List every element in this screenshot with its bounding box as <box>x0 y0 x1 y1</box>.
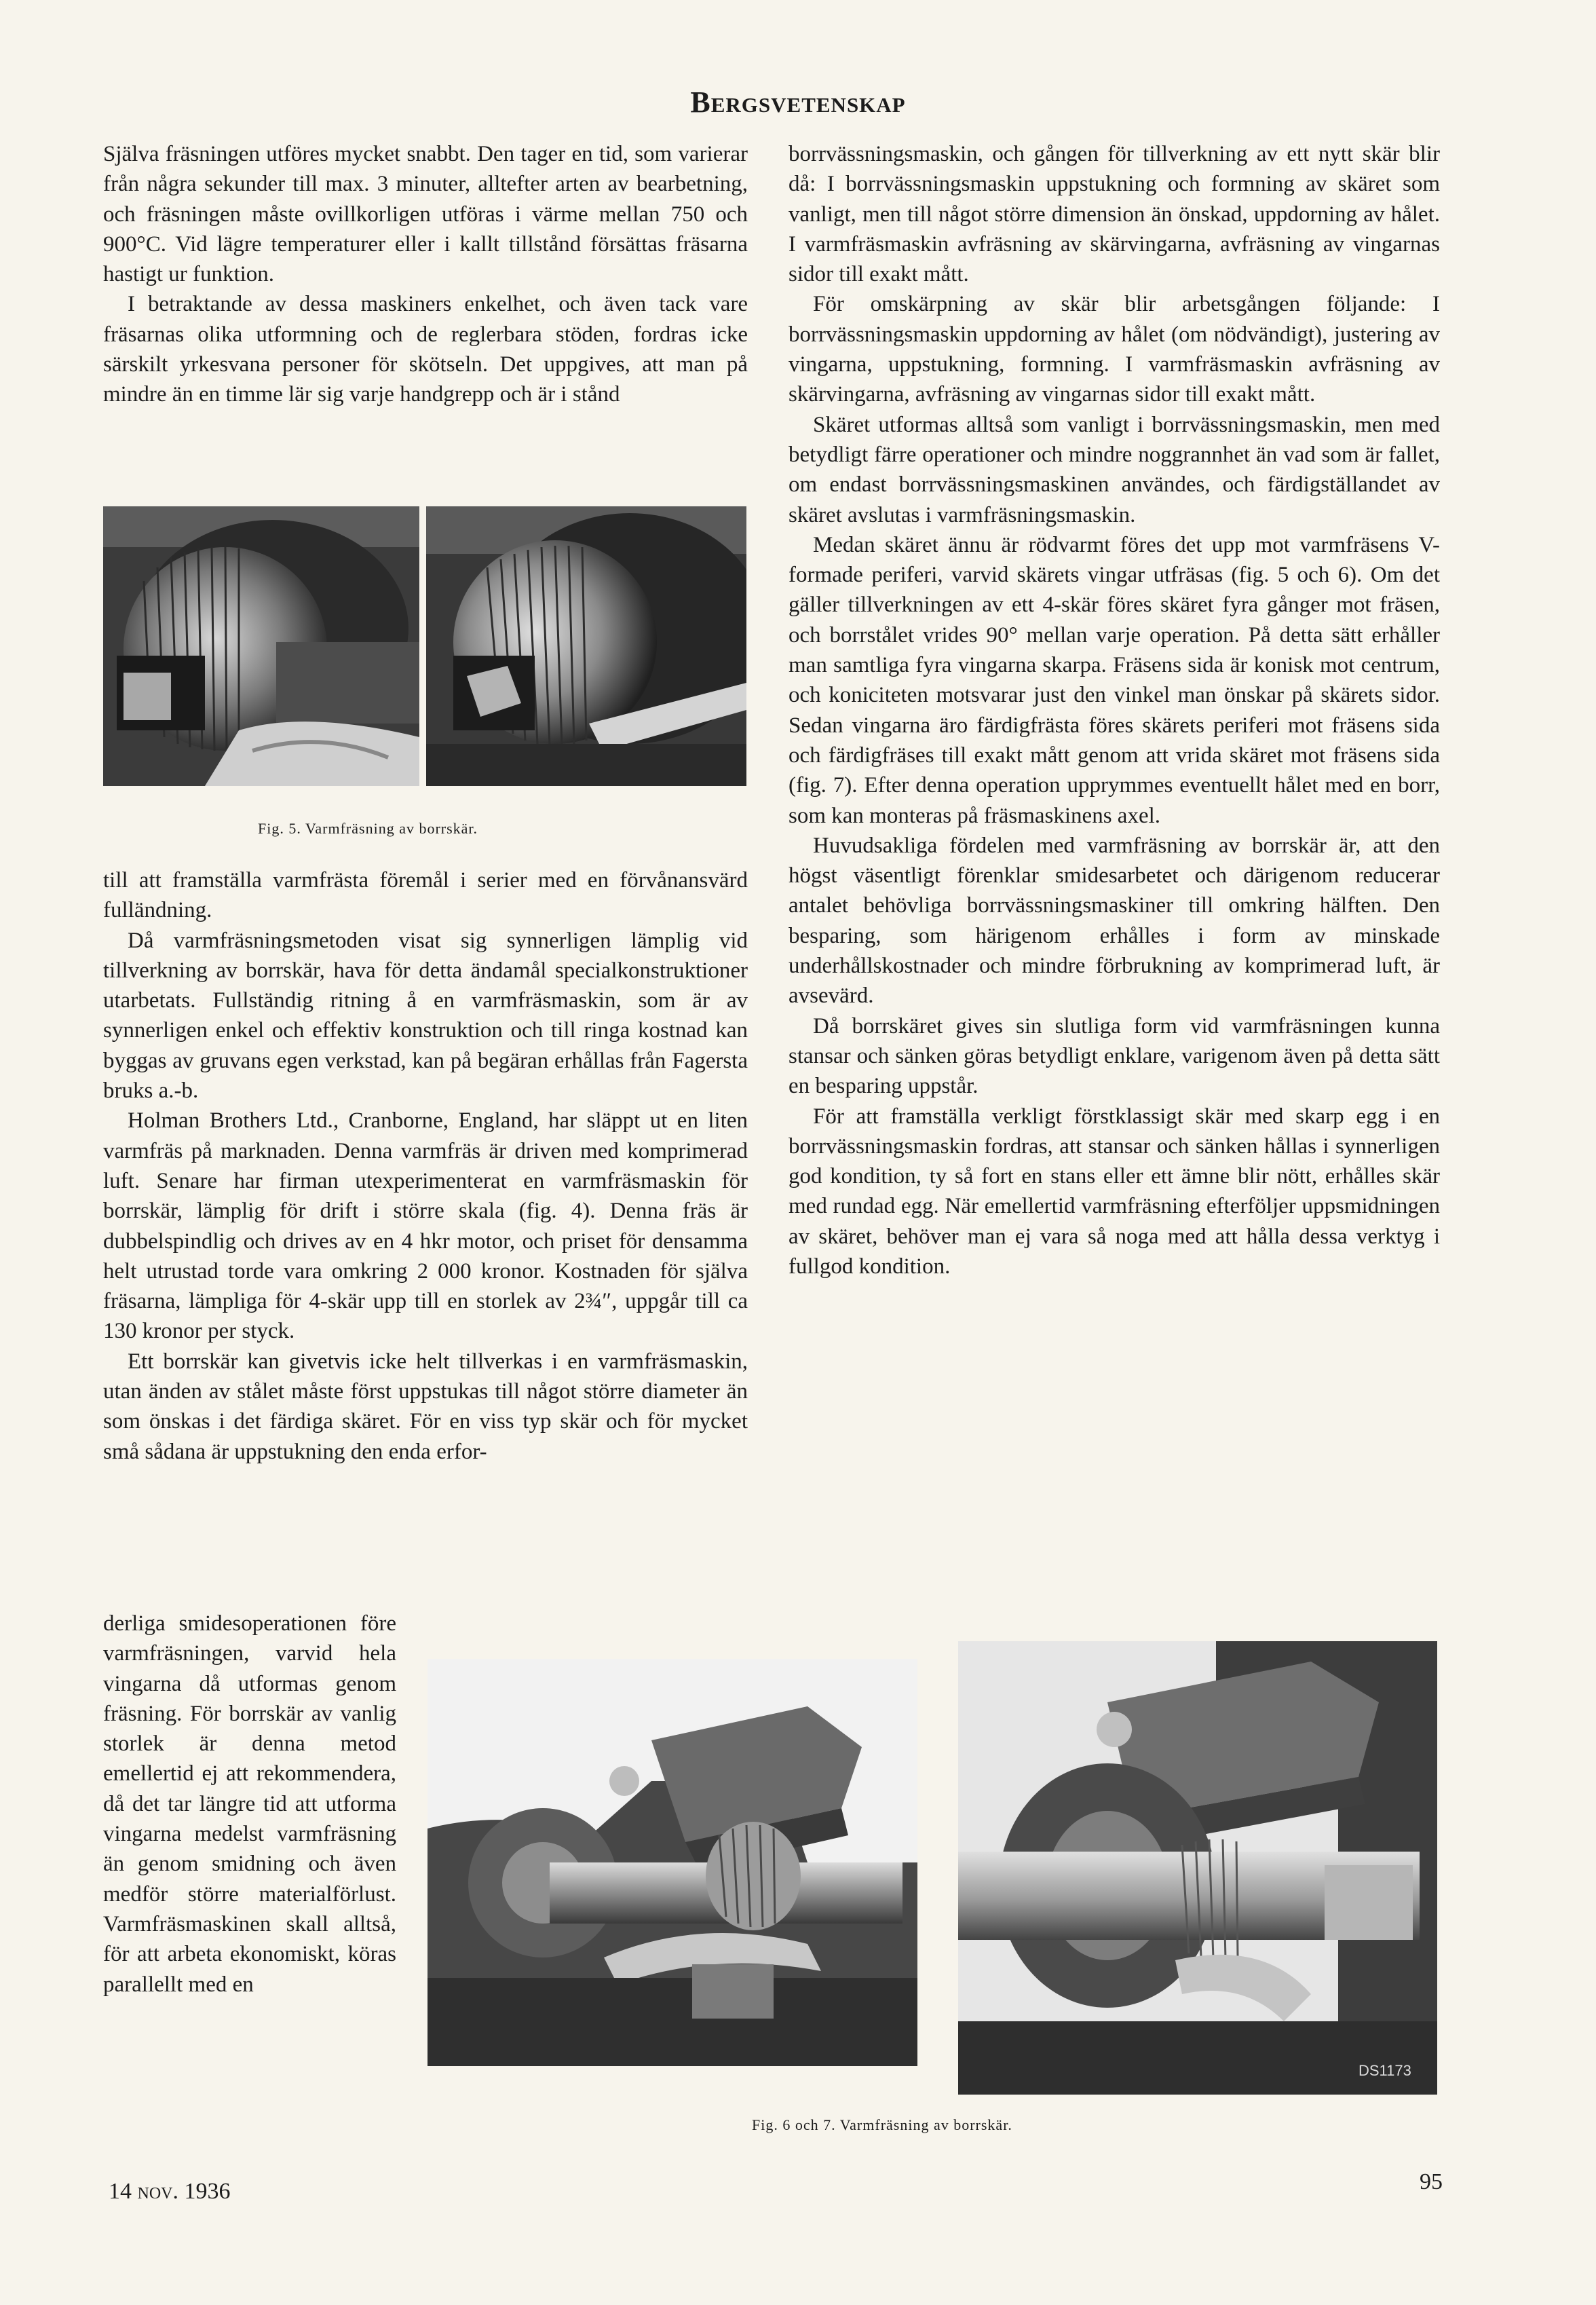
paragraph: Själva fräsningen utföres mycket snabbt. Den tager en tid, som varierar från några sekunder till max. 3 minuter, alltefter arten av bearbetning, och fräsningen måste ovillkorligen utföras i värme mellan 750 och 900°C. Vid lägre temperaturer eller i kallt tillstånd försättas fräsarna hastigt ur funktion. <box>103 142 748 287</box>
paragraph: Skäret utformas alltså som vanligt i borrvässningsmaskin, men med betydligt färre operationer och mindre noggrannhet än vad som är fallet, om endast borrvässningsmaskinen användes, och färdigställandet av skäret avslutas i varmfräsningsmaskin. <box>788 412 1440 527</box>
left-column-top-text <box>103 139 748 410</box>
paragraph: Ett borrskär kan givetvis icke helt tillverkas i en varmfräsmaskin, utan änden av stålet måste först uppstukas till något större diameter än som önskas i det färdiga skäret. För en viss typ skär och för mycket små sådana är uppstukning den enda erfor- <box>103 1349 748 1464</box>
fig7-photo-mark: DS1173 <box>1358 2062 1411 2079</box>
fig7-photo <box>958 1641 1437 2095</box>
fig5-photo-left <box>103 506 419 786</box>
running-head-title: Bergsvetenskap <box>690 86 906 119</box>
paragraph: I betraktande av dessa maskiners enkelhet, och även tack vare fräsarnas olika utformning och de reglerbara stöden, fordras icke särskilt yrkesvana personer för skötseln. Det uppgives, att man på mindre än en timme lär sig varje handgrepp och är i stånd <box>103 292 748 407</box>
paragraph: Medan skäret ännu är rödvarmt föres det upp mot varmfräsens V-formade periferi, varvid skärets vingar utfräsas (fig. 5 och 6). Om det gäller tillverkningen av ett 4-skär föres skäret fyra gånger mot fräsen, och borrstålet vrides 90° mellan varje operation. På detta sätt erhåller man samtliga fyra vingarna skarpa. Fräsens sida är konisk mot centrum, och koniciteten motsvarar just den vinkel man önskar på skärets sidor. Sedan vingarna äro färdigfrästa föres skärets periferi mot fräsens sida och färdigfräses till exakt mått genom att vrida skäret mot fräsens sida (fig. 7). Efter denna operation upprymmes eventuellt hålet med en borr, som kan monteras på fräsmaskinens axel. <box>788 532 1440 828</box>
fig5-photo-right <box>426 506 746 786</box>
page-number: 95 <box>1420 2169 1443 2194</box>
fig6-photo <box>428 1659 917 2066</box>
left-column-middle-text <box>103 865 748 1467</box>
left-column-narrow-text <box>103 1609 396 2000</box>
paragraph: För omskärpning av skär blir arbetsgången följande: I borrvässningsmaskin uppdorning av hålet (om nödvändigt), justering av vingarna, uppstukning, formning. I varmfräsmaskin avfräsning av skärvingarna, avfräsning av vingarnas sidor till exakt mått. <box>788 292 1440 407</box>
paragraph: Då varmfräsningsmetoden visat sig synnerligen lämplig vid tillverkning av borrskär, hava för detta ändamål specialkonstruktioner utarbetats. Fullständig ritning å en varmfräsmaskin, som är av synnerligen enkel och effektiv konstruktion och till ringa kostnad kan byggas av gruvans egen verkstad, kan på begäran erhållas från Fagersta bruks a.-b. <box>103 928 748 1104</box>
paragraph: För att framställa verkligt förstklassigt skär med skarp egg i en borrvässningsmaskin fordras, att stansar och sänken hållas i synnerligen god kondition, ty så fort en stans eller ett ämne blir nött, erhålles skär med rundad egg. När emellertid varmfräsning efterföljer uppsmidningen av skäret, behöver man ej vara så noga med att hålla dessa verktyg i fullgod kondition. <box>788 1104 1440 1279</box>
paragraph: till att framställa varmfrästa föremål i serier med en förvånansvärd fulländning. <box>103 868 748 923</box>
paragraph: Huvudsakliga fördelen med varmfräsning av borrskär är, att den högst väsentligt förenklar smidesarbetet och därigenom reducerar antalet behövliga borrvässningsmaskiner till omkring hälften. Den besparing, som härigenom erhålles i form av minskade underhållskostnader och mindre förbrukning av komprimerad luft, är avsevärd. <box>788 833 1440 1009</box>
paragraph: Då borrskäret gives sin slutliga form vid varmfräsningen kunna stansar och sänken göras betydligt enklare, varigenom även på detta sätt en besparing uppstår. <box>788 1013 1440 1099</box>
footer-date: 14 nov. 1936 <box>109 2179 231 2204</box>
fig6-7-caption: Fig. 6 och 7. Varmfräsning av borrskär. <box>752 2116 1012 2133</box>
paragraph: borrvässningsmaskin, och gången för tillverkning av ett nytt skär blir då: I borrvässningsmaskin uppstukning och formning av skäret som vanligt, men till något större dimension än önskad, uppdorning av hålet. I varmfräsmaskin avfräsning av skärvingarna, avfräsning av vingarnas sidor till exakt mått. <box>788 142 1440 287</box>
right-column-text <box>788 139 1440 1281</box>
paragraph: derliga smidesoperationen före varmfräsningen, varvid hela vingarna då utformas genom fräsning. För borrskär av vanlig storlek är denna metod emellertid ej att rekommendera, då det tar längre tid att utforma vingarna medelst varmfräsning än genom smidning och även medför större materialförlust. Varmfräsmaskinen skall alltså, för att arbeta ekonomiskt, köras parallellt med en <box>103 1611 396 1997</box>
paragraph: Holman Brothers Ltd., Cranborne, England, har släppt ut en liten varmfräs på marknaden. Denna varmfräs är driven med komprimerad luft. Senare har firman utexperimenterat en varmfräsmaskin för borrskär, lämplig för drift i större skala (fig. 4). Denna fräs är dubbelspindlig och drives av en 4 hkr motor, och priset för densamma helt utrustad torde vara omkring 2 000 kronor. Kostnaden för själva fräsarna, lämpliga för 4-skär upp till en storlek av 2¾″, uppgår till ca 130 kronor per styck. <box>103 1108 748 1344</box>
fig5-caption: Fig. 5. Varmfräsning av borrskär. <box>258 820 478 837</box>
